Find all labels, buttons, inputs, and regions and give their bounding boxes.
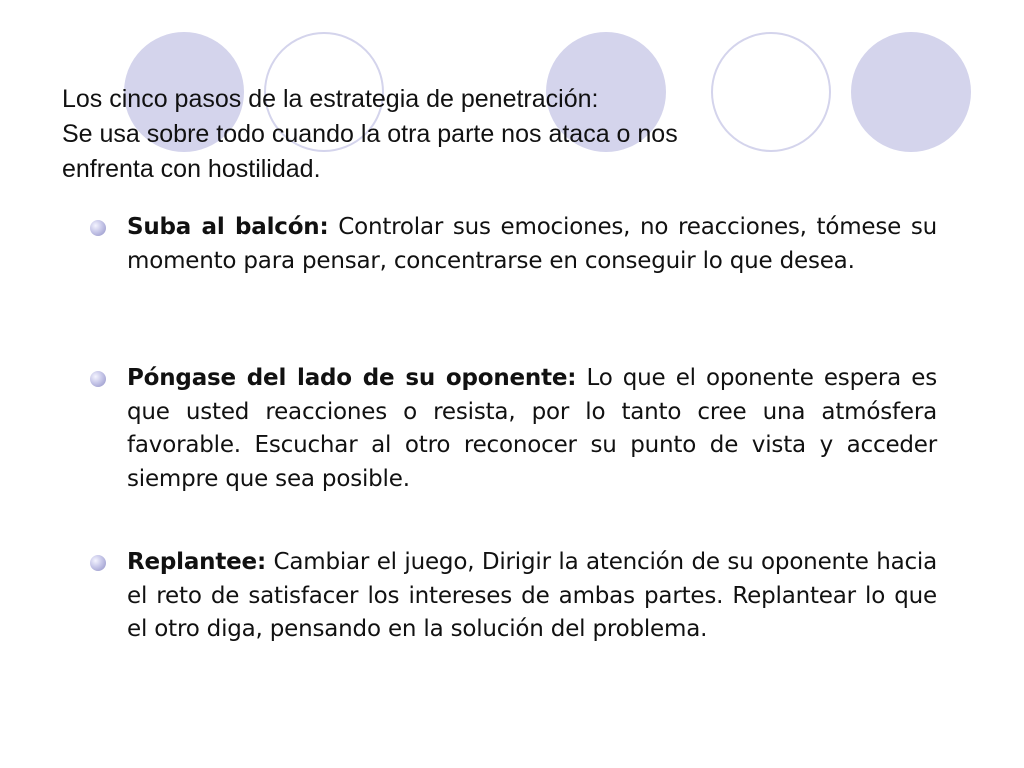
bullet-text	[127, 546, 937, 647]
bullet-term: Suba al balcón:	[127, 214, 329, 240]
bullet-description: Lo que el oponente espera es que usted reacciones o resista, por lo tanto cree una atmósfera favorable. Escuchar al otro reconocer su punto de vista y acceder siempre que sea posible.	[127, 365, 938, 492]
bullet-text	[127, 362, 937, 496]
bullet-icon	[90, 555, 106, 571]
bullet-description: Cambiar el juego, Dirigir la atención de su oponente hacia el reto de satisfacer los intereses de ambas partes. Replantear lo que el otro diga, pensando en la solución del problema.	[127, 549, 937, 642]
bullet-term: Póngase del lado de su oponente:	[127, 365, 577, 391]
bullet-description: Controlar sus emociones, no reacciones, tómese su momento para pensar, concentrarse en conseguir lo que desea.	[127, 214, 938, 274]
slide-title-line-3: enfrenta con hostilidad.	[62, 155, 321, 183]
bullet-icon	[90, 220, 106, 236]
slide-title-line-2: Se usa sobre todo cuando la otra parte nos ataca o nos	[62, 120, 678, 148]
slide-title-line-1: Los cinco pasos de la estrategia de penetración:	[62, 85, 599, 113]
slide-title	[62, 82, 882, 187]
bullet-text	[127, 211, 937, 278]
bullet-term: Replantee:	[127, 549, 266, 575]
bullet-icon	[90, 371, 106, 387]
